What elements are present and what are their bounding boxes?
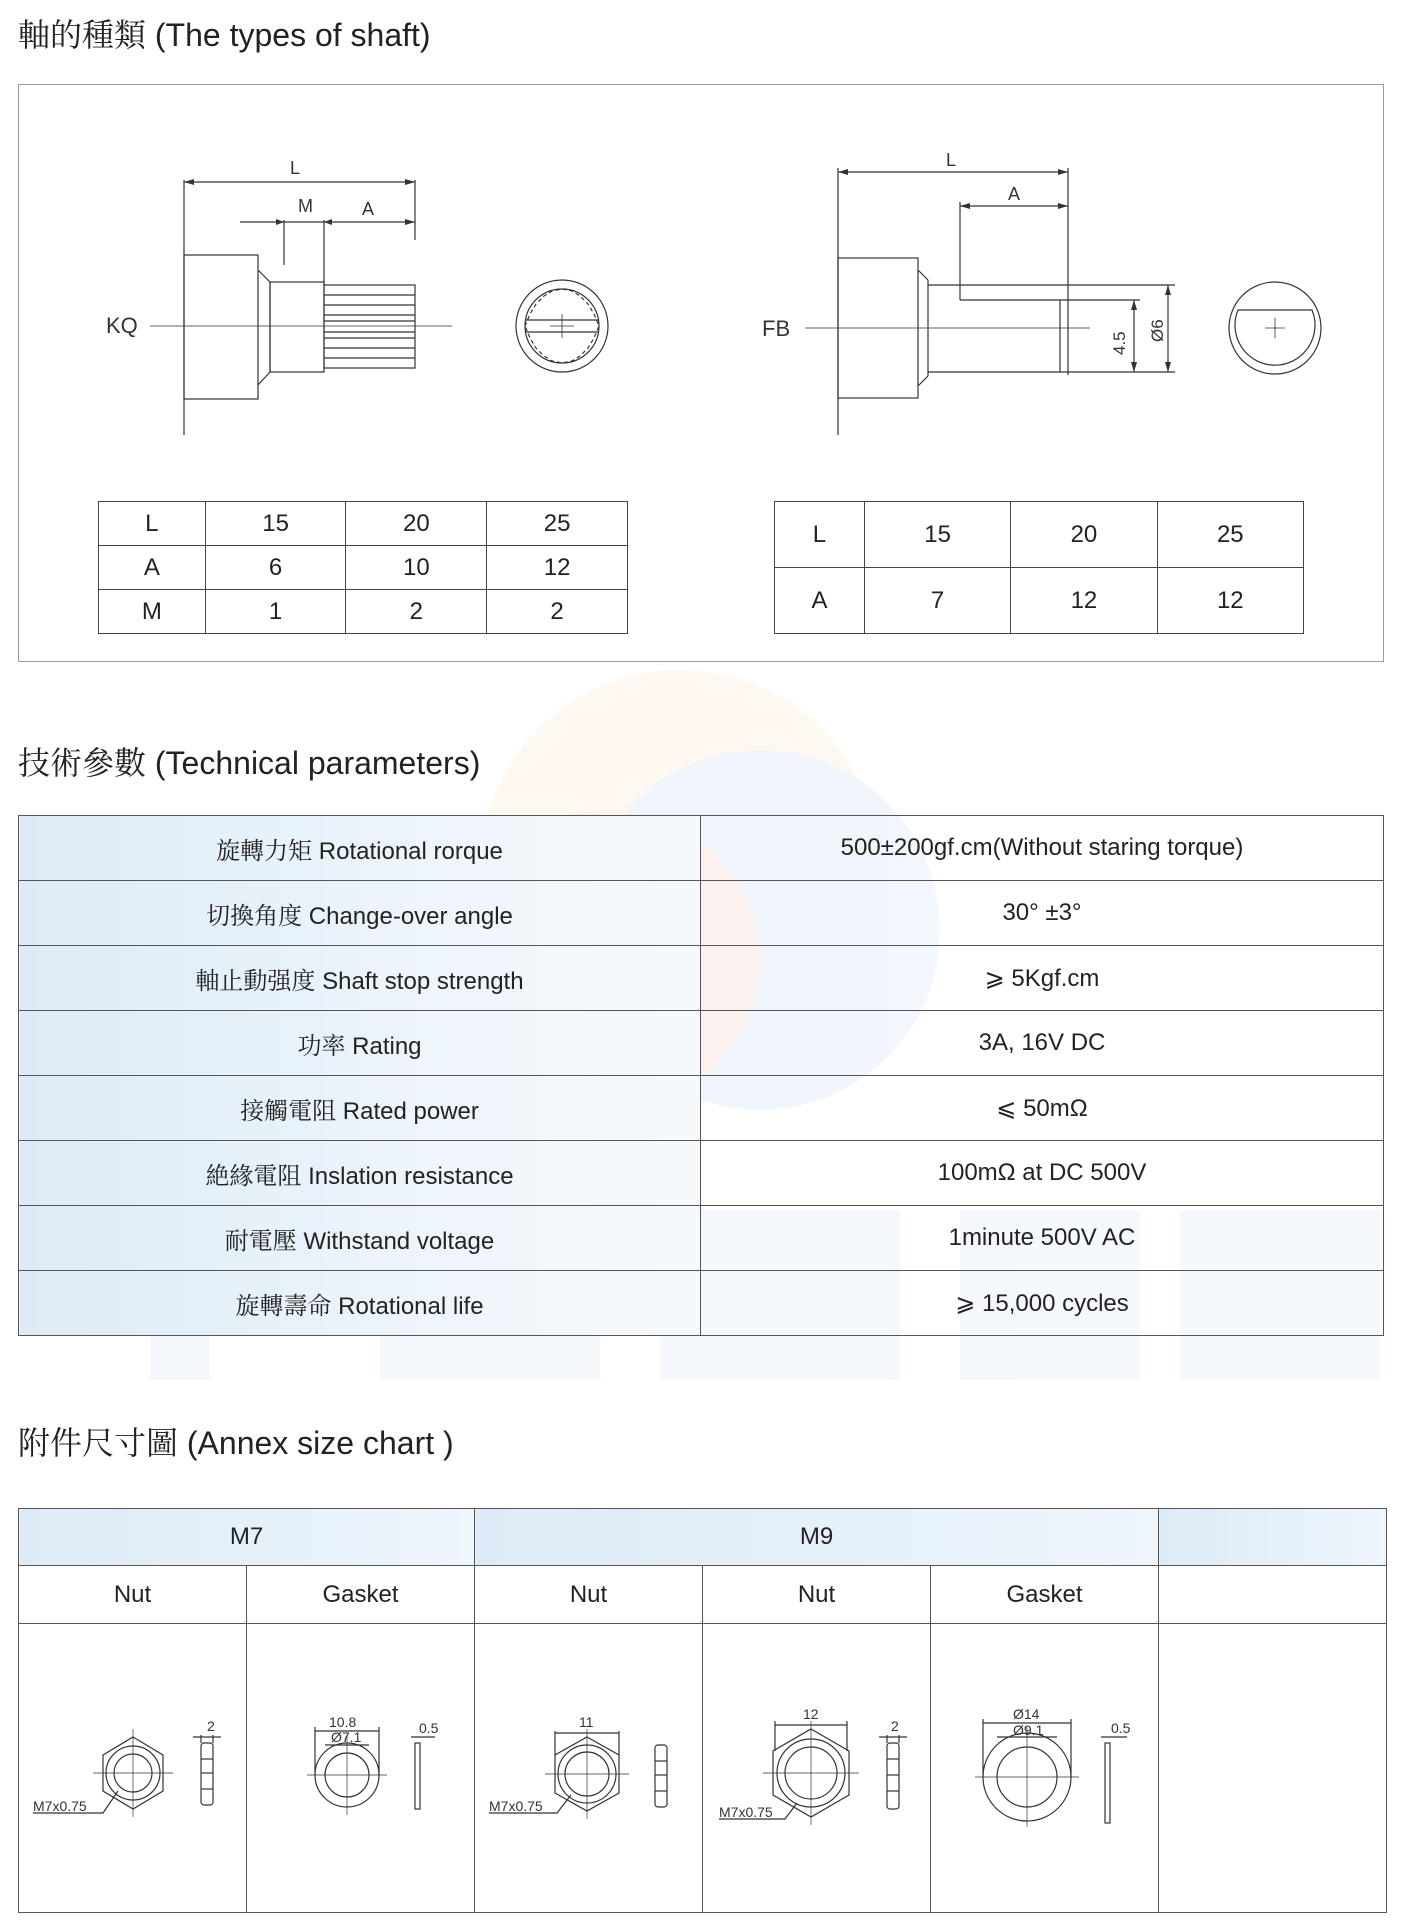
fb-dim-6: Ø6 [1148,319,1167,342]
table-cell: 10 [346,546,487,590]
fb-dim-4-5: 4.5 [1110,331,1129,355]
table-row [775,568,1304,634]
kq-shaft-drawing [100,150,660,450]
nut-thickness: 2 [206,1717,215,1734]
nut-m9-cell-2 [703,1624,931,1913]
gasket-m7-cell [247,1624,475,1913]
table-cell: 20 [1011,502,1157,568]
table-cell: 6 [205,546,346,590]
nut-drawing [707,1665,927,1865]
param-value: ⩾ 5Kgf.cm [701,946,1384,1011]
table-row [99,590,628,634]
table-cell: M [99,590,206,634]
param-value: 100mΩ at DC 500V [701,1141,1384,1206]
param-name: 旋轉力矩 Rotational rorque [19,816,701,881]
table-row [19,1566,1387,1624]
gasket-outer: Ø14 [1012,1705,1039,1722]
fb-dim-A: A [1008,184,1021,204]
param-value: ⩾ 15,000 cycles [701,1271,1384,1336]
table-cell: L [99,502,206,546]
table-row [19,1271,1384,1336]
kq-dim-M: M [298,196,313,216]
table-cell: 12 [1157,568,1303,634]
fb-dimension-table [774,501,1304,634]
table-cell: 15 [205,502,346,546]
table-row [19,1141,1384,1206]
param-name: 切換角度 Change-over angle [19,881,701,946]
empty-cell [1159,1624,1387,1913]
gasket-inner: Ø7.1 [330,1728,361,1745]
param-value: 1minute 500V AC [701,1206,1384,1271]
fb-shaft-drawing [760,150,1340,450]
nut-thread: M7x0.75 [488,1797,543,1814]
gasket-thickness: 0.5 [418,1719,438,1736]
fb-dim-L: L [946,150,957,170]
kq-dim-A: A [362,199,375,219]
col-nut: Nut [703,1566,931,1624]
nut-thickness: 2 [890,1717,899,1734]
nut-thread: M7x0.75 [32,1797,87,1814]
col-nut: Nut [19,1566,247,1624]
param-name: 軸止動强度 Shaft stop strength [19,946,701,1011]
param-name: 旋轉壽命 Rotational life [19,1271,701,1336]
annex-size-table [18,1508,1387,1913]
param-value: ⩽ 50mΩ [701,1076,1384,1141]
table-cell: 7 [864,568,1010,634]
param-value: 30° ±3° [701,881,1384,946]
fb-label: FB [762,316,791,341]
col-gasket: Gasket [247,1566,475,1624]
param-name: 耐電壓 Withstand voltage [19,1206,701,1271]
table-cell: 12 [1011,568,1157,634]
nut-width: 12 [802,1705,819,1722]
tech-section-title: 技術參數 (Technical parameters) [18,745,481,781]
table-row [775,502,1304,568]
table-cell: L [775,502,865,568]
param-name: 功率 Rating [19,1011,701,1076]
table-cell: 2 [346,590,487,634]
table-row [19,946,1384,1011]
table-cell: A [99,546,206,590]
nut-width: 11 [578,1713,594,1730]
group-m9-header: M9 [475,1509,1159,1566]
gasket-inner: Ø9.1 [1012,1721,1043,1738]
col-gasket: Gasket [931,1566,1159,1624]
table-row [19,881,1384,946]
table-row [19,1011,1384,1076]
param-name: 絶緣電阻 Inslation resistance [19,1141,701,1206]
nut-m7-cell [19,1624,247,1913]
nut-thread: M7x0.75 [718,1803,773,1820]
group-m7-header: M7 [19,1509,475,1566]
col-nut: Nut [475,1566,703,1624]
gasket-outer: 10.8 [328,1713,356,1730]
gasket-drawing [935,1665,1155,1865]
table-row [99,546,628,590]
table-cell: 25 [487,502,628,546]
table-cell: 1 [205,590,346,634]
table-row [19,1624,1387,1913]
table-row [19,1076,1384,1141]
param-value: 500±200gf.cm(Without staring torque) [701,816,1384,881]
table-cell: 20 [346,502,487,546]
empty-cell [1159,1566,1387,1624]
table-cell: 2 [487,590,628,634]
table-cell: 12 [487,546,628,590]
table-row [19,816,1384,881]
nut-m9-cell [475,1624,703,1913]
technical-parameters-table [18,815,1384,1336]
table-row [99,502,628,546]
table-row [19,1206,1384,1271]
nut-drawing [23,1665,243,1865]
table-cell: 15 [864,502,1010,568]
param-value: 3A, 16V DC [701,1011,1384,1076]
annex-section-title: 附件尺寸圖 (Annex size chart ) [18,1425,454,1461]
table-cell: A [775,568,865,634]
kq-label: KQ [106,313,138,338]
param-name: 接觸電阻 Rated power [19,1076,701,1141]
kq-dimension-table [98,501,628,634]
gasket-m9-cell [931,1624,1159,1913]
table-cell: 25 [1157,502,1303,568]
kq-dim-L: L [290,158,301,178]
nut-drawing [479,1665,699,1865]
gasket-drawing [251,1665,471,1865]
shaft-section-title: 軸的種類 (The types of shaft) [18,17,431,53]
table-row [19,1509,1387,1566]
gasket-thickness: 0.5 [1110,1719,1130,1736]
empty-header [1159,1509,1387,1566]
